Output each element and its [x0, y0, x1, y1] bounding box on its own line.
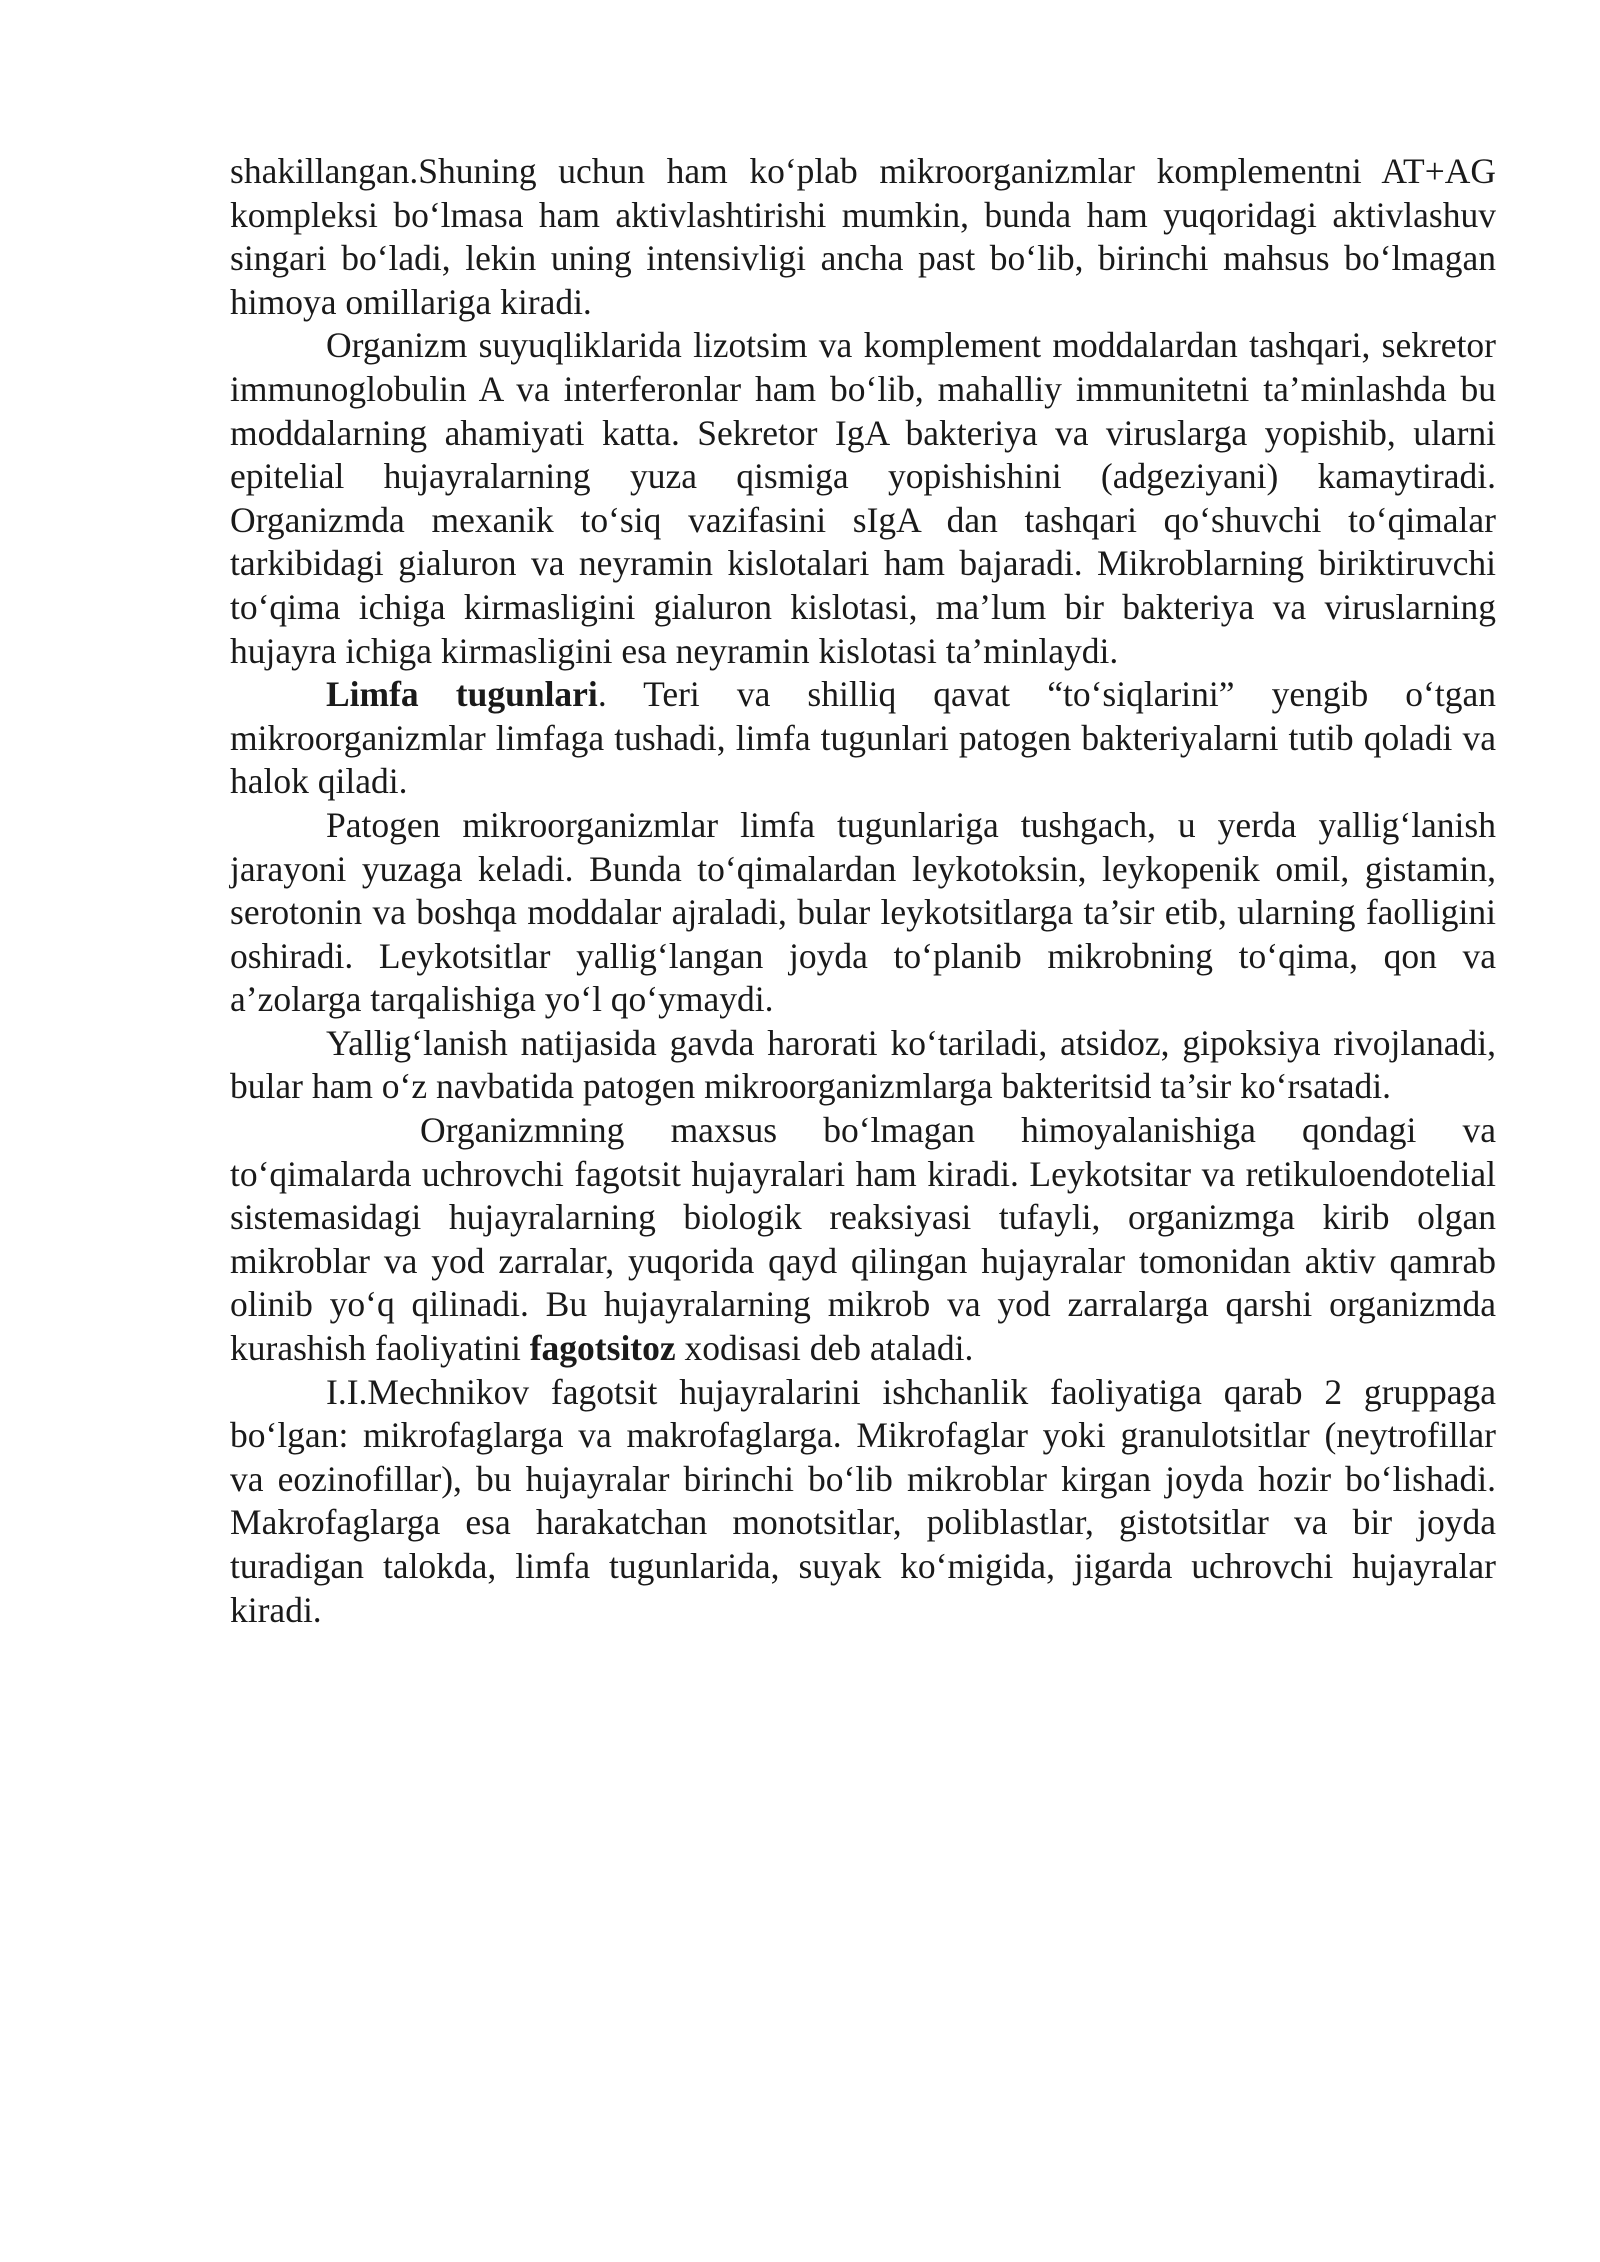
paragraph-lymph-nodes [230, 673, 1496, 804]
phagocytes-text-start: Organizmning maxsus bo‘lmagan himoyalanishiga qondagi va to‘qimalarda uchrovchi fagotsit hujayralari ham kiradi. Leykotsitar va retikuloendotelial sistemasidagi hujayralarning biologik reaksiyasi tufayli, organizmga kirib olgan mikroblar va yod zarralar, yuqorida qayd qilingan hujayralar tomonidan aktiv qamrab olinib yo‘q qilinadi. Bu hujayralarning mikrob va yod zarralarga qarshi organizmda kurashish faoliyatini [230, 1110, 1496, 1369]
paragraph-complement: shakillangan.Shuning uchun ham ko‘plab mikroorganizmlar komplementni AT+AG kompleksi bo‘lmasa ham aktivlashtirishi mumkin, bunda ham yuqoridagi aktivlashuv singari bo‘ladi, lekin uning intensivligi ancha past bo‘lib, birinchi mahsus bo‘lmagan himoya omillariga kiradi. [230, 151, 1496, 322]
phagocytes-text-end: xodisasi deb ataladi. [675, 1328, 974, 1369]
paragraph-fever: Yallig‘lanish natijasida gavda harorati ko‘tariladi, atsidoz, gipoksiya rivojlanadi, bular ham o‘z navbatida patogen mikroorganizmlarga bakteritsid ta’sir ko‘rsatadi. [230, 1022, 1496, 1107]
paragraph-body-fluids: Organizm suyuqliklarida lizotsim va komplement moddalardan tashqari, sekretor immunoglobulin A va interferonlar ham bo‘lib, mahalliy immunitetni ta’minlashda bu moddalarning ahamiyati katta. Sekretor IgA bakteriya va viruslarga yopishib, ularni epitelial hujayralarning yuza qismiga yopishishini (adgeziyani) kamaytiradi. Organizmda mexanik to‘siq vazifasini sIgA dan tashqari qo‘shuvchi to‘qimalar tarkibidagi gialuron va neyramin kislotalari ham bajaradi. Mikroblarning biriktiruvchi to‘qima ichiga kirmasligini gialuron kislotasi, ma’lum bir bakteriya va viruslarning hujayra ichiga kirmasligini esa neyramin kislotasi ta’minlaydi. [230, 325, 1496, 671]
lymph-nodes-text: . Teri va shilliq qavat “to‘siqlarini” yengib o‘tgan mikroorganizmlar limfaga tushadi, limfa tugunlari patogen bakteriyalarni tutib qoladi va halok qiladi. [230, 674, 1496, 802]
phagocytosis-term: fagotsitoz [529, 1328, 676, 1369]
paragraph-inflammation: Patogen mikroorganizmlar limfa tugunlariga tushgach, u yerda yallig‘lanish jarayoni yuzaga keladi. Bunda to‘qimalardan leykotoksin, leykopenik omil, gistamin, serotonin va boshqa moddalar ajraladi, bular leykotsitlarga ta’sir etib, ularning faolligini oshiradi. Leykotsitlar yallig‘langan joyda to‘planib mikrobning to‘qima, qon va a’zolarga tarqalishiga yo‘l qo‘ymaydi. [230, 804, 1496, 1020]
document-page [230, 150, 1496, 1632]
paragraph-phagocytes [230, 1109, 1496, 1371]
lymph-nodes-heading: Limfa tugunlari [326, 674, 598, 715]
paragraph-mechnikov: I.I.Mechnikov fagotsit hujayralarini ishchanlik faoliyatiga qarab 2 gruppaga bo‘lgan: mikrofaglarga va makrofaglarga. Mikrofaglar yoki granulotsitlar (neytrofillar va eozinofillar), bu hujayralar birinchi bo‘lib mikroblar kirgan joyda hozir bo‘lishadi. Makrofaglarga esa harakatchan monotsitlar, poliblastlar, gistotsitlar va bir joyda turadigan talokda, limfa tugunlarida, suyak ko‘migida, jigarda uchrovchi hujayralar kiradi. [230, 1371, 1496, 1630]
